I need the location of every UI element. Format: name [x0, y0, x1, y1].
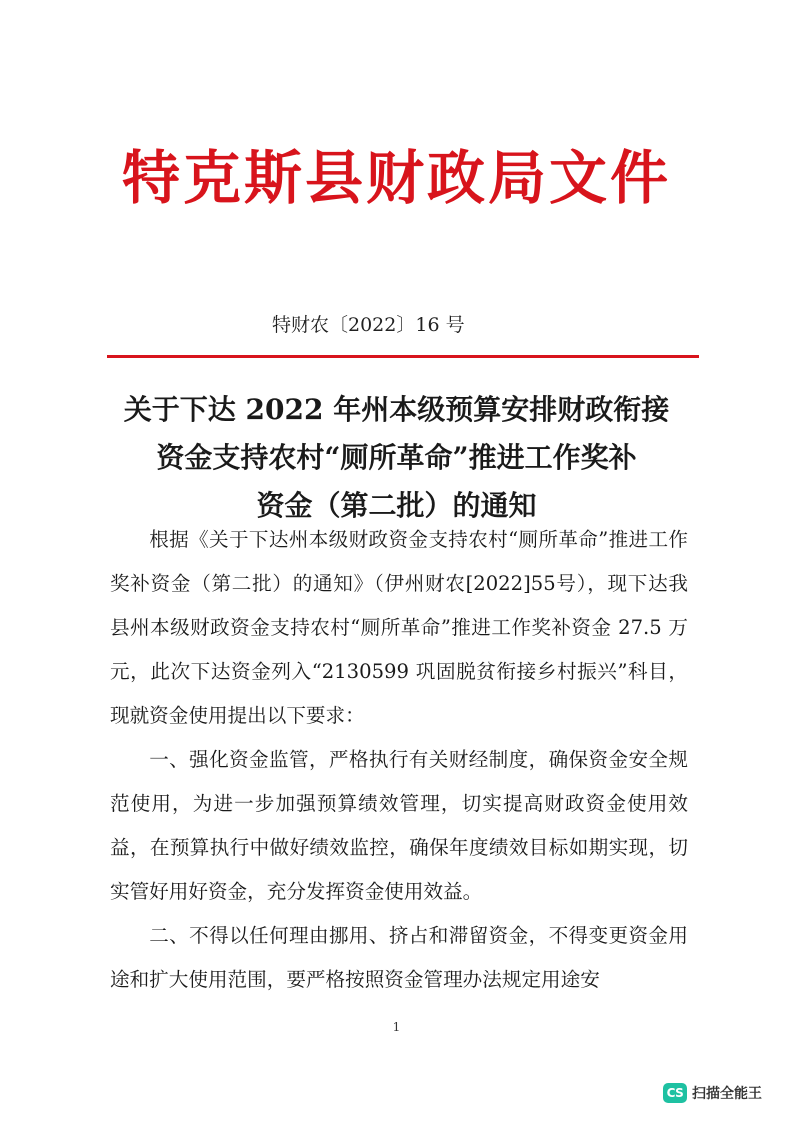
notice-title-line-1: 关于下达 2022 年州本级预算安排财政衔接 — [123, 393, 670, 426]
body-paragraph-requirement-1: 一、强化资金监管，严格执行有关财经制度，确保资金安全规范使用，为进一步加强预算绩效管理，切实提高财政资金使用效益，在预算执行中做好绩效监控，确保年度绩效目标如期实现，切实管好用好资金，充分发挥资金使用效益。 — [110, 748, 688, 903]
issuing-office-header: 特克斯县财政局文件 — [121, 144, 671, 212]
camscanner-logo-icon — [663, 1083, 687, 1103]
red-divider-line — [107, 355, 699, 358]
notice-title-line-3: 资金（第二批）的通知 — [256, 489, 537, 522]
document-number: 特财农〔2022〕16 号 — [272, 314, 465, 336]
body-paragraph-requirement-2: 二、不得以任何理由挪用、挤占和滞留资金，不得变更资金用途和扩大使用范围，要严格按照资金管理办法规定用途安 — [110, 924, 688, 991]
body-paragraph-basis: 根据《关于下达州本级财政资金支持农村“厕所革命”推进工作奖补资金（第二批）的通知》（伊州财农[2022]55号），现下达我县州本级财政资金支持农村“厕所革命”推进工作奖补资金 27.5 万元，此次下达资金列入“2130599 巩固脱贫衔接乡村振兴”科目，现就资金使用提出以下要求： — [110, 528, 688, 727]
notice-title — [80, 386, 713, 530]
notice-body — [110, 518, 688, 1002]
camscanner-badge-text: CS — [666, 1086, 684, 1100]
scanner-app-name: 扫描全能王 — [692, 1086, 762, 1102]
page-number: 1 — [392, 1020, 401, 1034]
notice-title-line-2: 资金支持农村“厕所革命”推进工作奖补 — [156, 441, 637, 474]
scanner-watermark — [663, 1083, 762, 1103]
